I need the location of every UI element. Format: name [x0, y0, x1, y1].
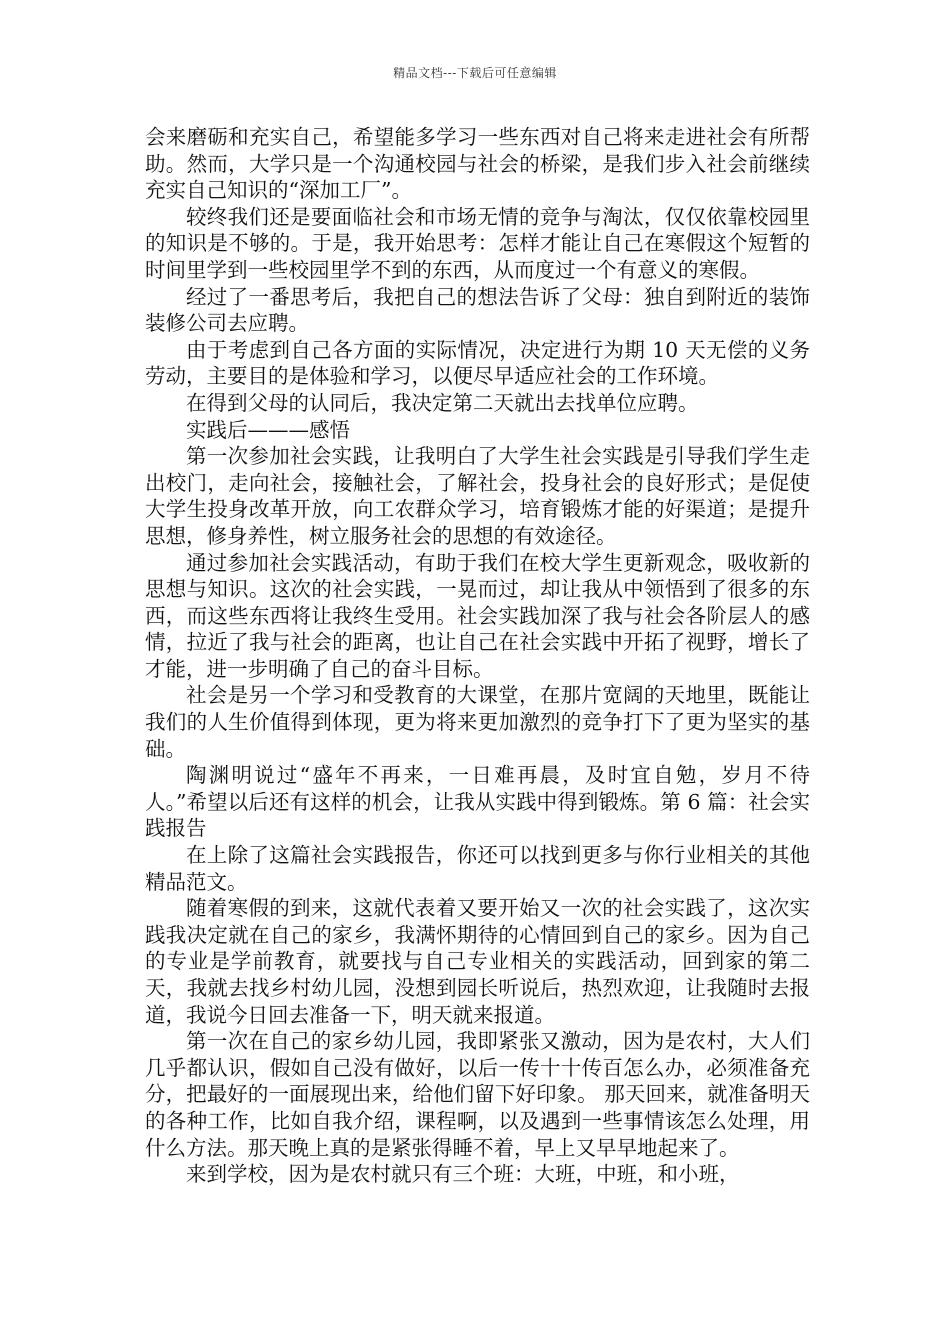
paragraph: 随着寒假的到来，这就代表着又要开始又一次的社会实践了，这次实践我决定就在自己的家乡，我满怀期待的心情回到自己的家乡。因为自己的专业是学前教育，就要找与自己专业相关的实践活动，回到家的第二天，我就去找乡村幼儿园，没想到园长听说后，热烈欢迎，让我随时去报道，我说今日回去准备一下，明天就来报道。: [145, 896, 810, 1027]
page-header: 精品文档---下载后可任意编辑: [393, 66, 557, 80]
paragraph: 在得到父母的认同后，我决定第二天就出去找单位应聘。: [186, 390, 699, 415]
paragraph: 社会是另一个学习和受教育的大课堂，在那片宽阔的天地里，既能让我们的人生价值得到体现，更为将来更加激烈的竞争打下了更为坚实的基础。: [145, 683, 810, 761]
paragraph: 通过参加社会实践活动，有助于我们在校大学生更新观念，吸收新的思想与知识。这次的社会实践，一晃而过，却让我从中领悟到了很多的东西，而这些东西将让我终生受用。社会实践加深了我与社会各阶层人的感情，拉近了我与社会的距离，也让自己在社会实践中开拓了视野，增长了才能，进一步明确了自己的奋斗目标。: [145, 550, 810, 681]
paragraph: 来到学校，因为是农村就只有三个班：大班，中班，和小班，: [186, 1162, 740, 1187]
paragraph: 会来磨砺和充实自己，希望能多学习一些东西对自己将来走进社会有所帮助。然而，大学只是一个沟通校园与社会的桥梁，是我们步入社会前继续充实自己知识的“深加工厂”。: [145, 125, 810, 203]
paragraph: 第一次参加社会实践，让我明白了大学生社会实践是引导我们学生走出校门，走向社会，接触社会，了解社会，投身社会的良好形式；是促使大学生投身改革开放，向工农群众学习，培育锻炼才能的好渠道；是提升思想，修身养性，树立服务社会的思想的有效途径。: [145, 444, 810, 548]
document-body: [145, 124, 810, 1188]
paragraph: 由于考虑到自己各方面的实际情况，决定进行为期 10 天无偿的义务劳动，主要目的是体验和学习，以便尽早适应社会的工作环境。: [145, 337, 810, 389]
paragraph: 第一次在自己的家乡幼儿园，我即紧张又激动，因为是农村，大人们几乎都认识，假如自己没有做好，以后一传十十传百怎么办，必须准备充分，把最好的一面展现出来，给他们留下好印象。 那天回来，就准备明天的各种工作，比如自我介绍，课程啊，以及遇到一些事情该怎么处理，用什么方法。那天晚上真的是紧张得睡不着，早上又早早地起来了。: [145, 1029, 810, 1160]
paragraph: 经过了一番思考后，我把自己的想法告诉了父母：独自到附近的装饰装修公司去应聘。: [145, 284, 810, 336]
section-heading: 实践后———感悟: [186, 417, 350, 442]
paragraph: 在上除了这篇社会实践报告，你还可以找到更多与你行业相关的其他精品范文。: [145, 843, 810, 894]
paragraph: 陶渊明说过“盛年不再来，一日难再晨，及时宜自勉，岁月不待人。”希望以后还有这样的机会，让我从实践中得到锻炼。第 6 篇：社会实践报告: [145, 763, 810, 841]
paragraph: 较终我们还是要面临社会和市场无情的竞争与淘汰，仅仅依靠校园里的知识是不够的。于是，我开始思考：怎样才能让自己在寒假这个短暂的时间里学到一些校园里学不到的东西，从而度过一个有意义的寒假。: [145, 204, 810, 282]
